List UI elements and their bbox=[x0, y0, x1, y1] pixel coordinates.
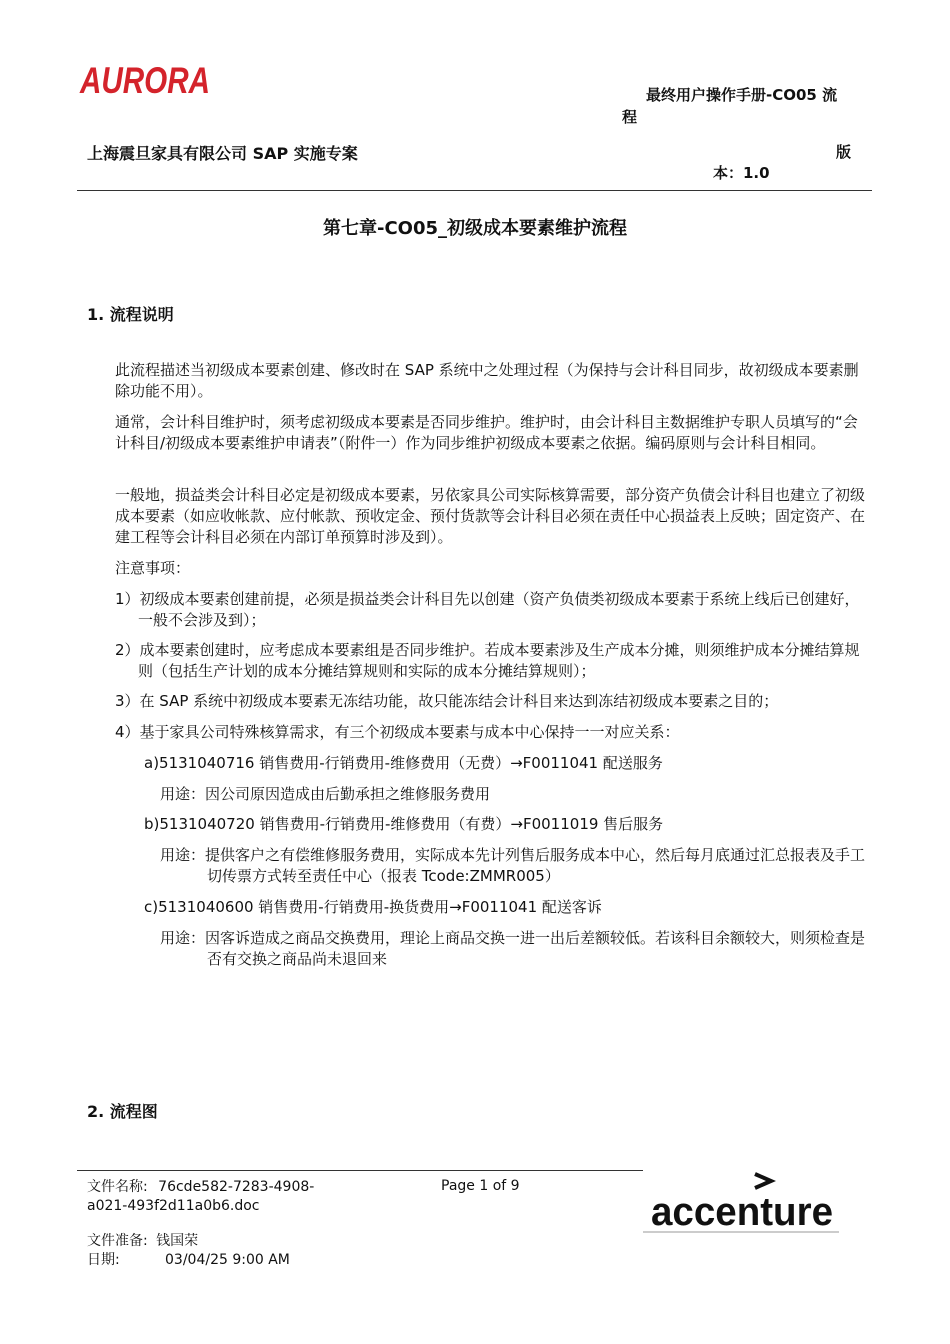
aurora-logo bbox=[79, 60, 212, 101]
version-label-part1: 版 bbox=[836, 143, 852, 161]
filename-label: 文件名称: bbox=[87, 1179, 148, 1195]
filename-line1: 76cde582-7283-4908- bbox=[158, 1179, 315, 1195]
mapping-item: c)5131040600 销售费用-行销费用-换货费用→F0011041 配送客诉 bbox=[144, 898, 602, 916]
note-item: 3）在 SAP 系统中初级成本要素无冻结功能，故只能冻结会计科目来达到冻结初级成本要素之目的； bbox=[115, 692, 779, 710]
mapping-usage: 用途：因公司原因造成由后勤承担之维修服务费用 bbox=[160, 785, 491, 803]
footer-filename bbox=[87, 1178, 417, 1216]
notes-label: 注意事项： bbox=[115, 559, 191, 577]
paragraph: 通常，会计科目维护时，须考虑初级成本要素是否同步维护。维护时，由会计科目主数据维护专职人员填写的“会计科目/初级成本要素维护申请表”（附件一）作为同步维护初级成本要素之依据。编码原则与会计科目相同。 bbox=[115, 413, 858, 452]
page-number: Page 1 of 9 bbox=[441, 1178, 520, 1194]
date-label: 日期: bbox=[87, 1252, 120, 1268]
footer-prepared bbox=[87, 1232, 198, 1251]
doc-title-line1: 最终用户操作手册-CO05 流 bbox=[646, 86, 838, 104]
mapping-usage: 用途：因客诉造成之商品交换费用，理论上商品交换一进一出后差额较低。若该科目余额较大，则须检查是否有交换之商品尚未退回来 bbox=[160, 929, 866, 968]
accenture-chevron-icon bbox=[755, 1174, 771, 1188]
note-item: 4）基于家具公司特殊核算需求，有三个初级成本要素与成本中心保持一一对应关系： bbox=[115, 723, 680, 741]
section2-heading: 2. 流程图 bbox=[87, 1102, 158, 1121]
header-divider bbox=[77, 190, 872, 191]
doc-title-line2: 程 bbox=[622, 108, 638, 126]
footer-divider bbox=[77, 1170, 643, 1171]
paragraph: 此流程描述当初级成本要素创建、修改时在 SAP 系统中之处理过程（为保持与会计科目同步，故初级成本要素删除功能不用）。 bbox=[115, 361, 859, 400]
mapping-item: b)5131040720 销售费用-行销费用-维修费用（有费）→F0011019 售后服务 bbox=[144, 815, 664, 833]
mapping-item: a)5131040716 销售费用-行销费用-维修费用（无费）→F0011041 配送服务 bbox=[144, 754, 663, 772]
aurora-logo-text: AURORA bbox=[79, 60, 210, 101]
prepared-by: 钱国荣 bbox=[156, 1233, 199, 1249]
mapping-usage: 用途：提供客户之有偿维修服务费用，实际成本先计列售后服务成本中心，然后每月底通过汇总报表及手工切传票方式转至责任中心（报表 Tcode:ZMMR005） bbox=[160, 846, 866, 885]
date-value: 03/04/25 9:00 AM bbox=[165, 1252, 290, 1268]
accenture-logo-text: accenture bbox=[651, 1190, 833, 1234]
section1-heading: 1. 流程说明 bbox=[87, 305, 174, 324]
accenture-logo bbox=[643, 1168, 839, 1234]
prepared-label: 文件准备: bbox=[87, 1233, 148, 1249]
doc-title bbox=[622, 84, 858, 128]
paragraph: 一般地，损益类会计科目必定是初级成本要素，另依家具公司实际核算需要，部分资产负债会计科目也建立了初级成本要素（如应收帐款、应付帐款、预收定金、预付货款等会计科目必须在责任中心损益表上反映；固定资产、在建工程等会计科目必须在内部订单预算时涉及到）。 bbox=[115, 486, 866, 546]
filename-line2: a021-493f2d11a0b6.doc bbox=[87, 1198, 260, 1214]
chapter-title: 第七章-CO05_初级成本要素维护流程 bbox=[322, 218, 628, 239]
footer-date bbox=[87, 1251, 290, 1270]
note-item: 2）成本要素创建时，应考虑成本要素组是否同步维护。若成本要素涉及生产成本分摊，则须维护成本分摊结算规则（包括生产计划的成本分摊结算规则和实际的成本分摊结算规则）； bbox=[115, 641, 860, 680]
note-item: 1）初级成本要素创建前提，必须是损益类会计科目先以创建（资产负债类初级成本要素于系统上线后已创建好，一般不会涉及到）； bbox=[115, 590, 860, 629]
version-label-part2: 本：1.0 bbox=[713, 164, 770, 182]
company-project: 上海震旦家具有限公司 SAP 实施专案 bbox=[87, 144, 358, 163]
